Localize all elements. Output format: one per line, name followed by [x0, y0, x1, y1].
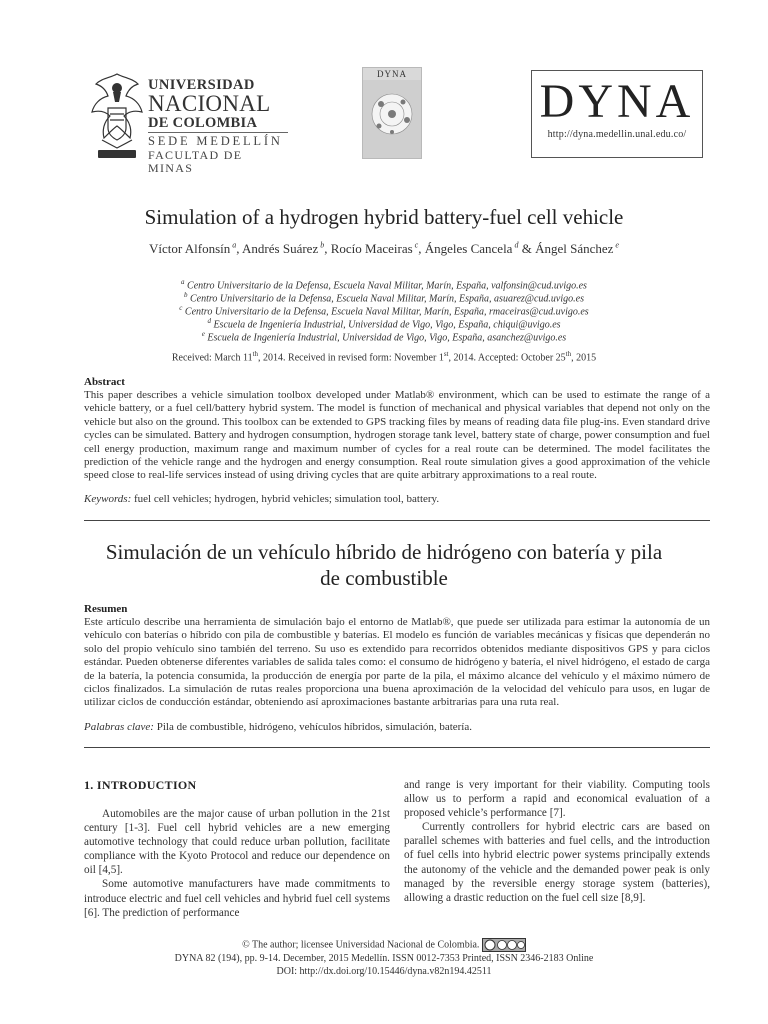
right-column	[404, 778, 710, 905]
cover-title: DYNA	[377, 69, 407, 79]
university-name-line2: NACIONAL	[148, 91, 271, 116]
author: Ángeles Cancela $^d$ &	[424, 241, 536, 257]
journal-cover-thumbnail	[362, 67, 422, 159]
divider	[84, 747, 710, 748]
copyright-line: © The author; licensee Universidad Nacional de Colombia.	[0, 938, 768, 952]
author: Víctor Alfonsín $^a$,	[149, 241, 243, 257]
paragraph: Automobiles are the major cause of urban pollution in the 21st century [1-3]. Fuel cell hybrid vehicles are a new emerging automotive technology that could reduce urban pollution, facilitate compliance with the Kyoto Protocol and reduce our dependence on oil [4,5].	[84, 808, 390, 877]
affiliation: $^e$ Escuela de Ingeniería Industrial, Universidad de Vigo, Vigo, España, asanchez@uvigo.es	[201, 330, 567, 344]
paragraph: and range is very important for their viability. Computing tools allow us to perform a rapid and economical evaluation of a proposed vehicle’s performance [7].	[404, 779, 710, 820]
doi-line[interactable]: DOI: http://dx.doi.org/10.15446/dyna.v82n194.42511	[276, 966, 492, 977]
journal-logo	[531, 70, 703, 158]
affiliation: $^b$ Centro Universitario de la Defensa, Escuela Naval Militar, Marín, España, asuarez@cud.uvigo.es	[184, 291, 584, 305]
creative-commons-badge-icon[interactable]	[482, 938, 526, 952]
author-list	[0, 241, 768, 257]
paper-title-en: Simulation of a hydrogen hybrid battery-fuel cell vehicle	[144, 205, 624, 229]
paper-title-es-line2: de combustible	[320, 566, 448, 590]
citation-line: DYNA 82 (194), pp. 9-14. December, 2015 Medellín. ISSN 0012-7353 Printed, ISSN 2346-2183 Online	[174, 953, 594, 964]
affiliation: $^c$ Centro Universitario de la Defensa, Escuela Naval Militar, Marín, España, rmaceiras@cud.uvigo.es	[179, 304, 589, 318]
journal-name: DYNA	[539, 75, 695, 128]
affiliation: $^a$ Centro Universitario de la Defensa, Escuela Naval Militar, Marín, España, valfonsin@cud.uvigo.es	[181, 278, 587, 292]
palabras-clave: Palabras clave: Pila de combustible, hidrógeno, vehículos híbridos, simulación, batería.	[84, 721, 472, 733]
received-dates: Received: March 11th, 2014. Received in revised form: November 1st, 2014. Accepted: October 25th, 2015	[171, 350, 597, 364]
abstract-text: This paper describes a vehicle simulation toolbox developed under Matlab® environment, which can be used to estimate the range of a vehicle battery, or a fuel cell/battery hybrid system. The model is function of mechanical and physical variables that depend not only on the vehicle but also on the ground. This toolbox can be extended to GPS tracking files by means of reading data file plug-ins. Even standard drive cycles can be simulated. Battery and hydrogen consumption, hydrogen storage tank level, battery state of charge, power consumption and fuel cell energy production, maximum range and maximum number of cycles for a real route can be determined. The model facilitates the prediction of the vehicle range and the hydrogen and energy consumption. Real route simulation gives a good approximation of the vehicle speed close to real-life services instead of using driving cycles that are quite arbitrary approximations to a real route.	[84, 389, 710, 482]
paragraph: Currently controllers for hybrid electric cars are based on parallel schemes with batteries and fuel cells, and the introduction of fuel cells into hybrid electric power systems principally extends the autonomy of the vehicle and the demanded power peak is only managed by the reversible energy storage system (batteries), allowing a drastic reduction on the fuel cell size [8,9].	[404, 821, 710, 904]
university-logo	[88, 68, 288, 175]
university-name-line1: UNIVERSIDAD	[148, 77, 255, 93]
author: Andrés Suárez $^b$,	[242, 241, 331, 257]
author: Ángel Sánchez $^e$	[535, 241, 619, 257]
affiliation: $^d$ Escuela de Ingeniería Industrial, Universidad de Vigo, Vigo, España, chiqui@uvigo.es	[207, 317, 561, 331]
journal-url[interactable]: http://dyna.medellin.unal.edu.co/	[547, 129, 687, 140]
resumen-heading: Resumen	[84, 603, 128, 615]
resumen-text: Este artículo describe una herramienta de simulación bajo el entorno de Matlab®, que puede ser utilizada para estimar la autonomía de un vehículo con baterías o híbrido con pila de combustible y baterías. El modelo es función de variables mecánicas y físicas que dependerán no solo del propio vehículo sino también del terreno. Su uso es extendido para recorridos obtenidos mediante dispositivos GPS y para ciclos estándar. Pueden obtenerse diferentes variables de salida tales como: el consumo de hidrógeno y batería, el nivel hidrógeno, el estado de carga de la batería, la potencia consumida, la producción de energía por parte de la pila, el máximo alcance del vehículo y el máximo número de ciclos finalizados. La simulación de rutas reales proporciona una buena aproximación de la velocidad del vehículo para usos, en lugar de utilizar ciclos de conducción estándar, obteniendo así aproximaciones bastante arbitrarias para una ruta real.	[84, 616, 710, 709]
university-campus: SEDE MEDELLÍN	[148, 134, 283, 148]
abstract-heading: Abstract	[84, 376, 125, 388]
section-heading-introduction: 1. INTRODUCTION	[84, 778, 197, 792]
paragraph: Some automotive manufacturers have made commitments to introduce electric and fuel cell vehicles and hybrid fuel cell systems [6]. The prediction of performance	[84, 878, 390, 919]
divider	[84, 520, 710, 521]
university-name-line3: DE COLOMBIA	[148, 115, 288, 133]
paper-title-es-line1: Simulación de un vehículo híbrido de hidrógeno con batería y pila	[105, 540, 663, 564]
university-seal-icon	[88, 68, 146, 164]
university-faculty: FACULTAD DE MINAS	[148, 148, 243, 175]
left-column	[84, 807, 390, 920]
author: Rocío Maceiras $^c$,	[330, 241, 425, 257]
keywords: Keywords: fuel cell vehicles; hydrogen, hybrid vehicles; simulation tool, battery.	[84, 493, 440, 505]
cover-image-icon	[363, 80, 421, 158]
